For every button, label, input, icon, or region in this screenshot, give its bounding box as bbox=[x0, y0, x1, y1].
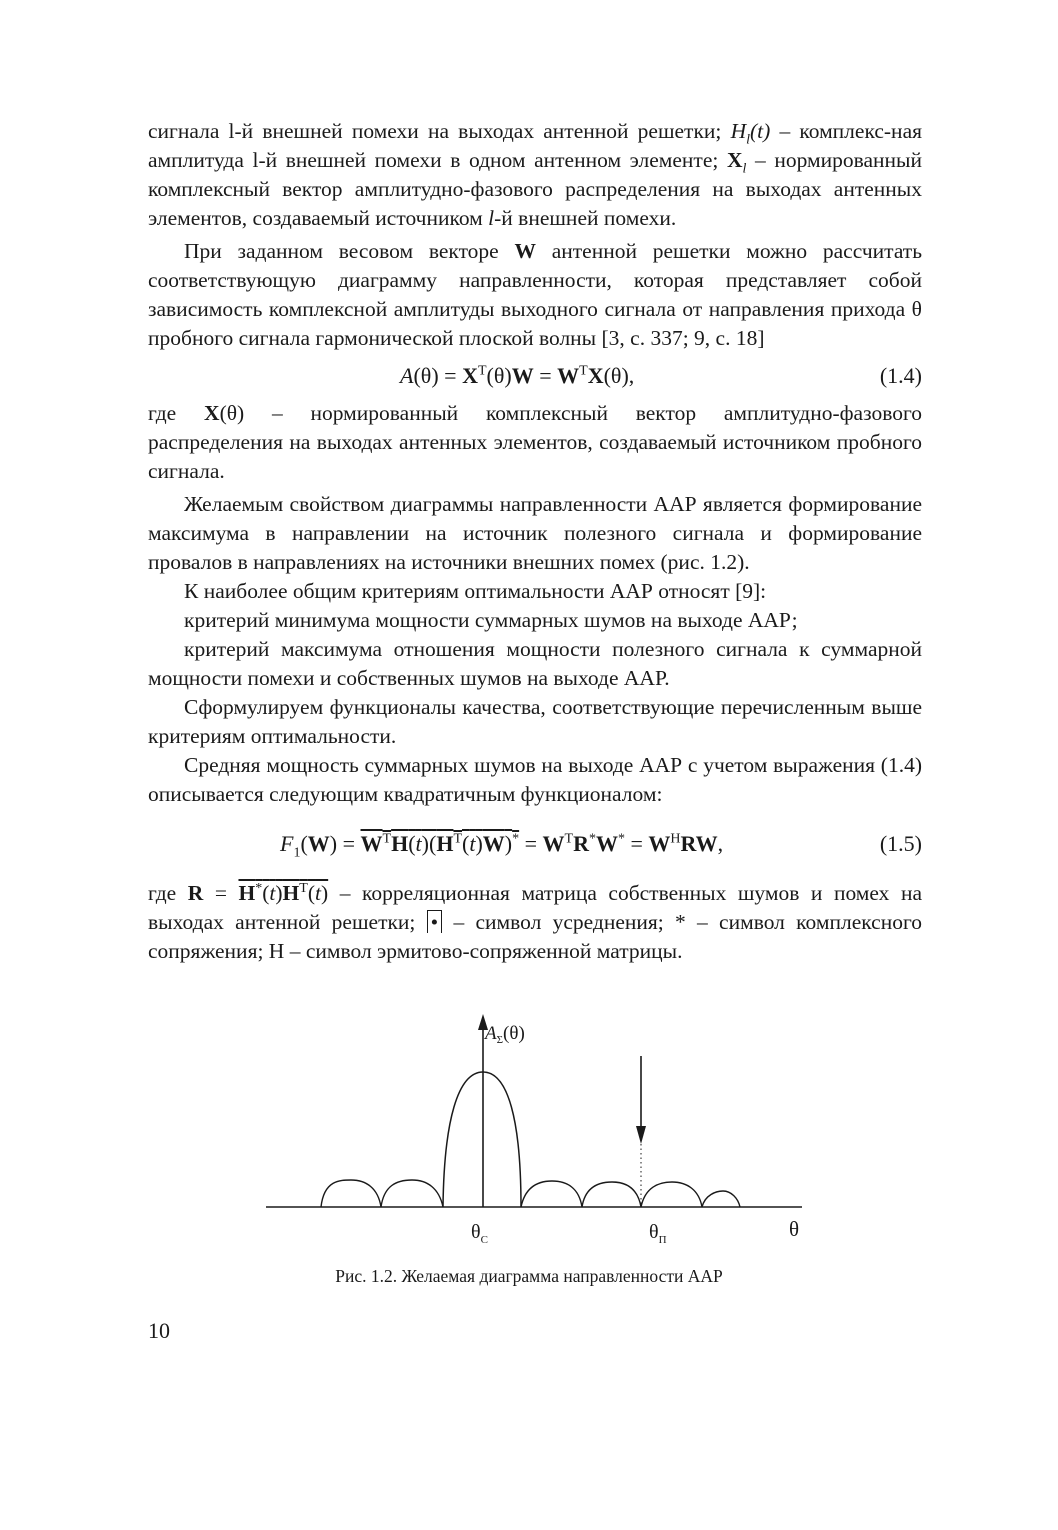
side-lobe bbox=[641, 1182, 702, 1207]
theta-c-label: $\theta_С$ bbox=[471, 1221, 488, 1246]
radiation-pattern-figure bbox=[262, 1010, 808, 1255]
side-lobe bbox=[381, 1180, 443, 1207]
side-lobe bbox=[321, 1180, 381, 1207]
side-lobe bbox=[702, 1191, 740, 1207]
side-lobe bbox=[582, 1182, 641, 1207]
paragraph-10: где $R = H^*(t)H^T(t)$ – корреляционная матрица собственных шумов и помех на выходах антенной решетки; • – символ усреднения; * – символ комплексного сопряжения; Н – символ эрмитово-сопряженной матрицы. bbox=[148, 880, 922, 963]
y-axis-label: $A_\Sigma(\theta)$ bbox=[485, 1023, 525, 1046]
equation-1-5: $F_1(W) = W^TH(t)(H^T(t)W)^* = W^TR^*W^* = W^HRW$, (1.5) bbox=[148, 819, 922, 869]
paragraph-9: Средняя мощность суммарных шумов на выходе ААР с учетом выражения (1.4) описывается следующим квадратичным функционалом: bbox=[148, 753, 922, 806]
paragraph-3: где X(θ) – нормированный комплексный вектор амплитудно-фазового распределения на выходах антенных элементов, создаваемый источником пробного сигнала. bbox=[148, 401, 922, 483]
equation-number: (1.4) bbox=[879, 363, 922, 388]
main-lobe bbox=[443, 1072, 521, 1207]
x-axis-label: θ bbox=[789, 1217, 800, 1241]
paragraph-8: Сформулируем функционалы качества, соответствующие перечисленным выше критериям оптимальности. bbox=[148, 695, 922, 748]
paragraph-5: К наиболее общим критериям оптимальности ААР относят [9]: bbox=[184, 579, 767, 603]
equation-1-4: $A(\theta) = X^T(\theta)W = W^TX(\theta)$, (1.4) bbox=[148, 353, 922, 399]
page-number: 10 bbox=[148, 1318, 170, 1343]
paragraph-6: критерий минимума мощности суммарных шумов на выходе ААР; bbox=[184, 608, 798, 632]
paragraph-7: критерий максимума отношения мощности полезного сигнала к суммарной мощности помехи и собственных шумов на выходе ААР. bbox=[148, 637, 922, 690]
paragraph-4: Желаемым свойством диаграммы направленности ААР является формирование максимума в направлении на источник полезного сигнала и формирование провалов в направлениях на источники внешних помех (рис. 1.2). bbox=[148, 492, 922, 574]
figure-caption: Рис. 1.2. Желаемая диаграмма направленности ААР bbox=[335, 1266, 723, 1286]
symbol-H: H bbox=[730, 119, 747, 143]
theta-p-label: $\theta_П$ bbox=[649, 1221, 667, 1246]
symbol-X: X bbox=[726, 148, 743, 172]
paragraph-1: сигнала l-й внешней помехи на выходах антенной решетки; $H_l(t)$ – комплекс-ная амплитуда l-й внешней помехи в одном антенном элементе; $X_l$ – нормированный комплексный вектор амплитудно-фазового распределения на выходах антенных элементов, создаваемый источником l-й внешней помехи. bbox=[148, 119, 923, 230]
paragraph-2: При заданном весовом векторе W антенной решетки можно рассчитать соответствующую диаграмму направленности, которая представляет собой зависимость комплексной амплитуды выходного сигнала от направления прихода θ пробного сигнала гармонической плоской волны [3, с. 337; 9, с. 18] bbox=[148, 239, 923, 350]
side-lobe bbox=[521, 1181, 582, 1207]
page-body bbox=[148, 117, 922, 966]
interference-arrow-head bbox=[636, 1126, 646, 1144]
equation-number: (1.5) bbox=[879, 831, 922, 856]
